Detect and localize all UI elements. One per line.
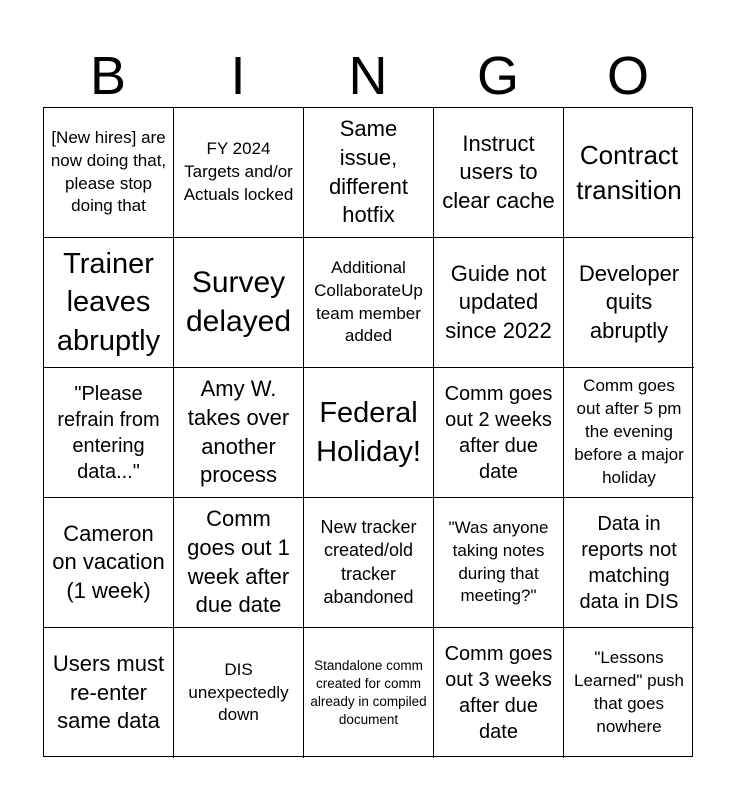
bingo-cell[interactable] — [304, 368, 434, 498]
bingo-cell[interactable] — [434, 628, 564, 758]
bingo-board — [43, 107, 693, 757]
bingo-cell[interactable] — [434, 238, 564, 368]
cell-text: Data in reports not matching data in DIS — [579, 512, 679, 613]
cell-text: Comm goes out 2 weeks after due date — [444, 382, 553, 483]
cell-text: Additional CollaborateUp team member added — [314, 257, 423, 346]
cell-text: Comm goes out 3 weeks after due date — [444, 643, 553, 743]
bingo-cell[interactable] — [564, 498, 694, 628]
header-letter-b: B — [89, 46, 127, 106]
header-letter-o: O — [606, 46, 649, 106]
cell-text: Guide not updated since 2022 — [445, 260, 552, 343]
cell-text: Comm goes out 1 week after due date — [187, 506, 290, 618]
bingo-cell[interactable] — [174, 628, 304, 758]
cell-text: Instruct users to clear cache — [442, 130, 555, 213]
bingo-cell[interactable] — [174, 238, 304, 368]
bingo-cell[interactable] — [304, 498, 434, 628]
bingo-cell[interactable] — [564, 368, 694, 498]
bingo-cell[interactable] — [44, 238, 174, 368]
cell-text: "Was anyone taking notes during that meeting?" — [448, 517, 549, 606]
bingo-cell[interactable] — [564, 628, 694, 758]
cell-text: FY 2024 Targets and/or Actuals locked — [183, 139, 294, 204]
bingo-cell[interactable] — [434, 108, 564, 238]
header-letter-n: N — [348, 46, 388, 106]
bingo-cell[interactable] — [44, 628, 174, 758]
bingo-cell[interactable] — [304, 108, 434, 238]
cell-text: Standalone comm created for comm already in compiled document — [310, 657, 427, 728]
bingo-cell[interactable] — [564, 238, 694, 368]
cell-text: Comm goes out after 5 pm the evening before a major holiday — [574, 376, 684, 487]
cell-text: Contract transition — [576, 139, 682, 205]
cell-text: "Lessons Learned" push that goes nowhere — [573, 648, 684, 736]
header-letter-i: I — [230, 46, 246, 106]
header-letter-g: G — [476, 46, 519, 106]
bingo-cell[interactable] — [174, 108, 304, 238]
bingo-cell[interactable] — [44, 498, 174, 628]
cell-text: Same issue, different hotfix — [328, 116, 409, 228]
bingo-cell[interactable] — [434, 368, 564, 498]
bingo-cell[interactable] — [304, 628, 434, 758]
bingo-cell[interactable] — [564, 108, 694, 238]
bingo-cell[interactable] — [44, 108, 174, 238]
cell-text: DIS unexpectedly down — [188, 659, 289, 725]
cell-text: Survey delayed — [185, 266, 292, 338]
bingo-cell[interactable] — [174, 368, 304, 498]
bingo-cell[interactable] — [434, 498, 564, 628]
cell-text: Federal Holiday! — [316, 397, 421, 468]
cell-text: [New hires] are now doing that, please stop doing that — [50, 127, 167, 216]
cell-text: Users must re-enter same data — [52, 651, 165, 734]
cell-text: Developer quits abruptly — [578, 260, 680, 343]
bingo-header — [43, 44, 693, 108]
cell-text: Cameron on vacation (1 week) — [52, 520, 165, 603]
cell-text: New tracker created/old tracker abandoned — [320, 516, 417, 607]
bingo-cell[interactable] — [44, 368, 174, 498]
bingo-cell[interactable] — [174, 498, 304, 628]
cell-text: Amy W. takes over another process — [187, 376, 290, 488]
bingo-cell[interactable] — [304, 238, 434, 368]
cell-text: Trainer leaves abruptly — [56, 248, 161, 357]
cell-text: "Please refrain from entering data..." — [57, 382, 160, 483]
